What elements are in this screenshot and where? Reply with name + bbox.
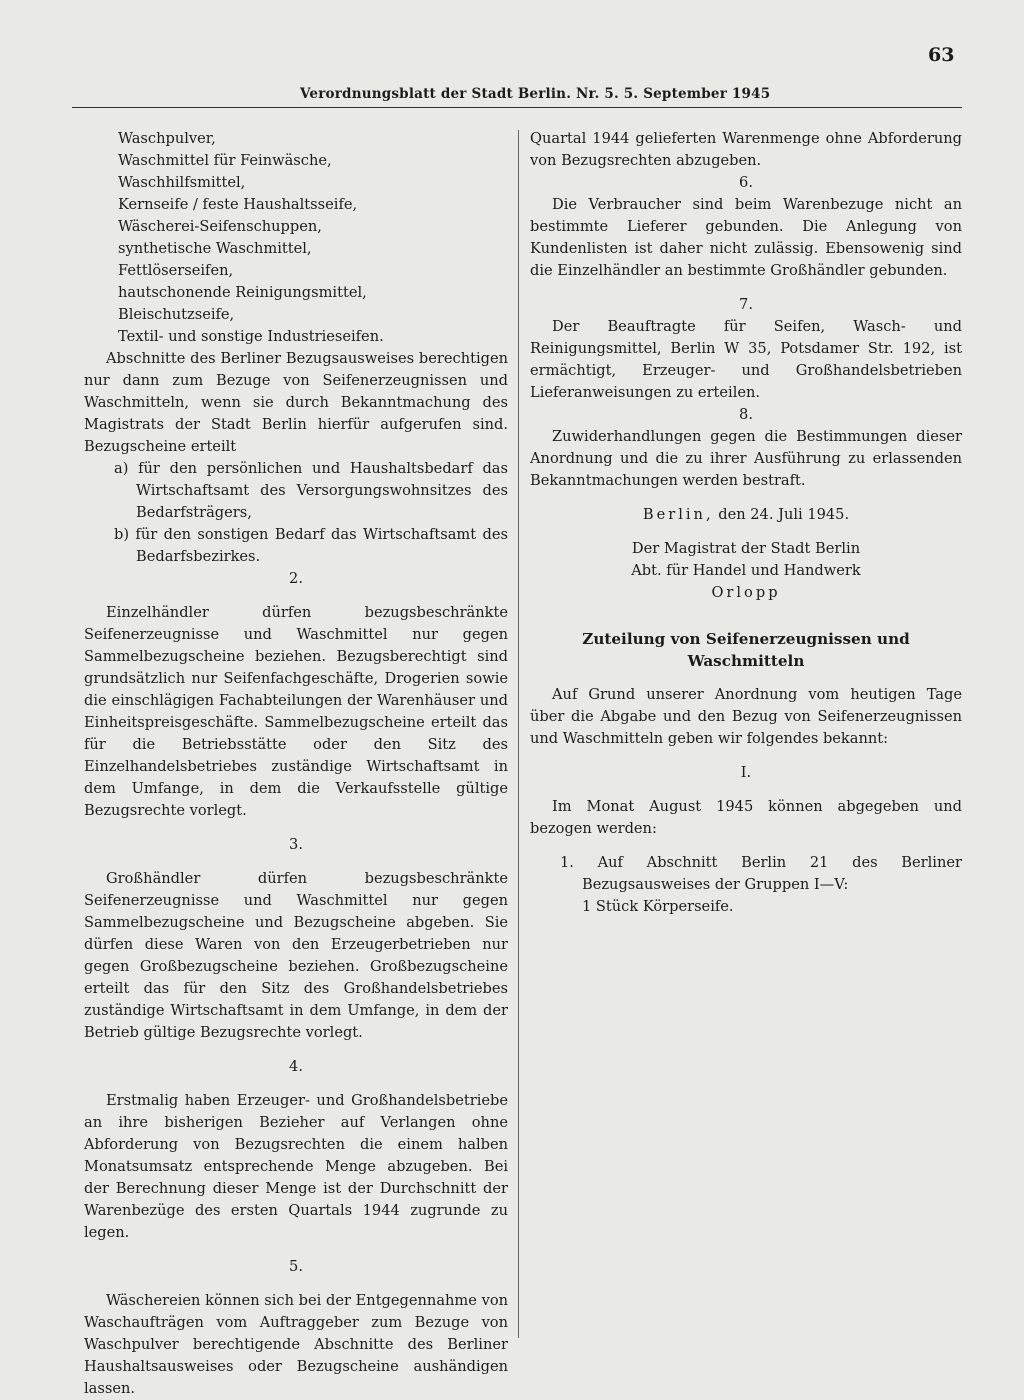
date: den 24. Juli 1945.	[718, 506, 850, 523]
header-rule	[72, 107, 962, 108]
date-line	[530, 504, 962, 526]
paragraph: Erstmalig haben Erzeuger- und Großhandelsbetriebe an ihre bisherigen Bezieher auf Verlangen ohne Abforderung von Bezugsrechten die einem halben Monatsumsatz entsprechende Menge abzugeben. Bei der Berechnung dieser Menge ist der Durchschnitt der Warenbezüge des ersten Quartals 1944 zugrunde zu legen.	[84, 1092, 508, 1241]
paragraph: Auf Grund unserer Anordnung vom heutigen Tage über die Abgabe und den Bezug von Seifenerzeugnissen und Waschmitteln geben wir folgendes bekannt:	[530, 686, 962, 747]
section-number: 7.	[739, 296, 753, 313]
sub-item-b: b) für den sonstigen Bedarf das Wirtschaftsamt des Bedarfsbezirkes.	[114, 526, 508, 565]
list-item: hautschonende Reinigungsmittel,	[118, 284, 367, 301]
list-item: Textil- und sonstige Industrieseifen.	[118, 328, 384, 345]
section-number: 6.	[739, 174, 753, 191]
section-number: I.	[740, 764, 752, 781]
section-number: 4.	[289, 1058, 303, 1075]
list-item: Bleischutzseife,	[118, 306, 235, 323]
list-item: Waschhilfsmittel,	[118, 174, 246, 191]
signature-line: Der Magistrat der Stadt Berlin	[631, 540, 861, 557]
list-item: Waschmittel für Feinwäsche,	[118, 152, 332, 169]
date-city: Berlin,	[642, 506, 714, 523]
list-item: Waschpulver,	[118, 130, 216, 147]
section-number: 5.	[289, 1258, 303, 1275]
paragraph: Zuwiderhandlungen gegen die Bestimmungen dieser Anordnung und die zu ihrer Ausführung zu erlassenden Bekanntmachungen werden bestraft.	[530, 428, 962, 489]
page-number: 63	[928, 44, 955, 66]
section-number: 3.	[289, 836, 303, 853]
paragraph: Einzelhändler dürfen bezugsbeschränkte Seifenerzeugnisse und Waschmittel nur gegen Sammelbezugscheine beziehen. Bezugsberechtigt sind grundsätzlich nur Seifenfachgeschäfte, Drogerien sowie die einschlägigen Fachabteilungen der Warenhäuser und Einheitspreisgeschäfte. Sammelbezugscheine erteilt das für die Betriebsstätte oder den Sitz des Einzelhandelsbetriebes zuständige Wirtschaftsamt in dem Umfange, in dem die Verkaufsstelle gültige Bezugsrechte vorlegt.	[84, 604, 508, 819]
paragraph: Großhändler dürfen bezugsbeschränkte Seifenerzeugnisse und Waschmittel nur gegen Sammelbezugscheine und Bezugscheine abgeben. Sie dürfen diese Waren von den Erzeugerbetrieben nur gegen Großbezugscheine beziehen. Großbezugscheine erteilt das für den Sitz des Großhandelsbetriebes zuständige Wirtschaftsamt in dem Umfange, in dem der Betrieb gültige Bezugsrechte vorlegt.	[84, 870, 508, 1041]
list-item: Kernseife / feste Haushaltsseife,	[118, 196, 358, 213]
sub-item: 1 Stück Körperseife.	[582, 898, 734, 915]
right-column	[530, 128, 962, 918]
sub-item-a: a) für den persönlichen und Haushaltsbedarf das Wirtschaftsamt des Versorgungswohnsitzes des Bedarfsträgers,	[114, 460, 508, 521]
paragraph: Im Monat August 1945 können abgegeben und bezogen werden:	[530, 798, 962, 837]
list-item: Fettlöserseifen,	[118, 262, 234, 279]
running-header: Verordnungsblatt der Stadt Berlin. Nr. 5. 5. September 1945	[300, 86, 771, 102]
section-title: Zuteilung von Seifenerzeugnissen und Waschmitteln	[582, 630, 910, 670]
paragraph: Quartal 1944 gelieferten Warenmenge ohne Abforderung von Bezugsrechten abzugeben.	[530, 130, 962, 169]
left-column	[84, 128, 508, 1400]
paragraph: Der Beauftragte für Seifen, Wasch- und Reinigungsmittel, Berlin W 35, Potsdamer Str. 192, ist ermächtigt, Erzeuger- und Großhandelsbetrieben Lieferanweisungen zu erteilen.	[530, 318, 962, 401]
section-number: 8.	[739, 406, 753, 423]
list-item: Wäscherei-Seifenschuppen,	[118, 218, 322, 235]
list-item: synthetische Waschmittel,	[118, 240, 312, 257]
numbered-item: 1. Auf Abschnitt Berlin 21 des Berliner Bezugsausweises der Gruppen I—V:	[560, 854, 962, 893]
paragraph: Die Verbraucher sind beim Warenbezuge nicht an bestimmte Lieferer gebunden. Die Anlegung von Kundenlisten ist daher nicht zulässig. Ebensowenig sind die Einzelhändler an bestimmte Großhändler gebunden.	[530, 196, 962, 279]
column-rule	[518, 130, 519, 1338]
paragraph: Wäschereien können sich bei der Entgegennahme von Waschaufträgen vom Auftraggeber zum Bezuge von Waschpulver berechtigende Abschnitte des Berliner Haushaltsausweises oder Bezugscheine aushändigen lassen.	[84, 1292, 508, 1397]
signature-line: Abt. für Handel und Handwerk	[631, 562, 861, 579]
signature-name: Orlopp	[711, 584, 781, 601]
paragraph: Abschnitte des Berliner Bezugsausweises berechtigen nur dann zum Bezuge von Seifenerzeugnissen und Waschmitteln, wenn sie durch Bekanntmachung des Magistrats der Stadt Berlin hierfür aufgerufen sind. Bezugscheine erteilt	[84, 350, 508, 455]
section-number: 2.	[289, 570, 303, 587]
